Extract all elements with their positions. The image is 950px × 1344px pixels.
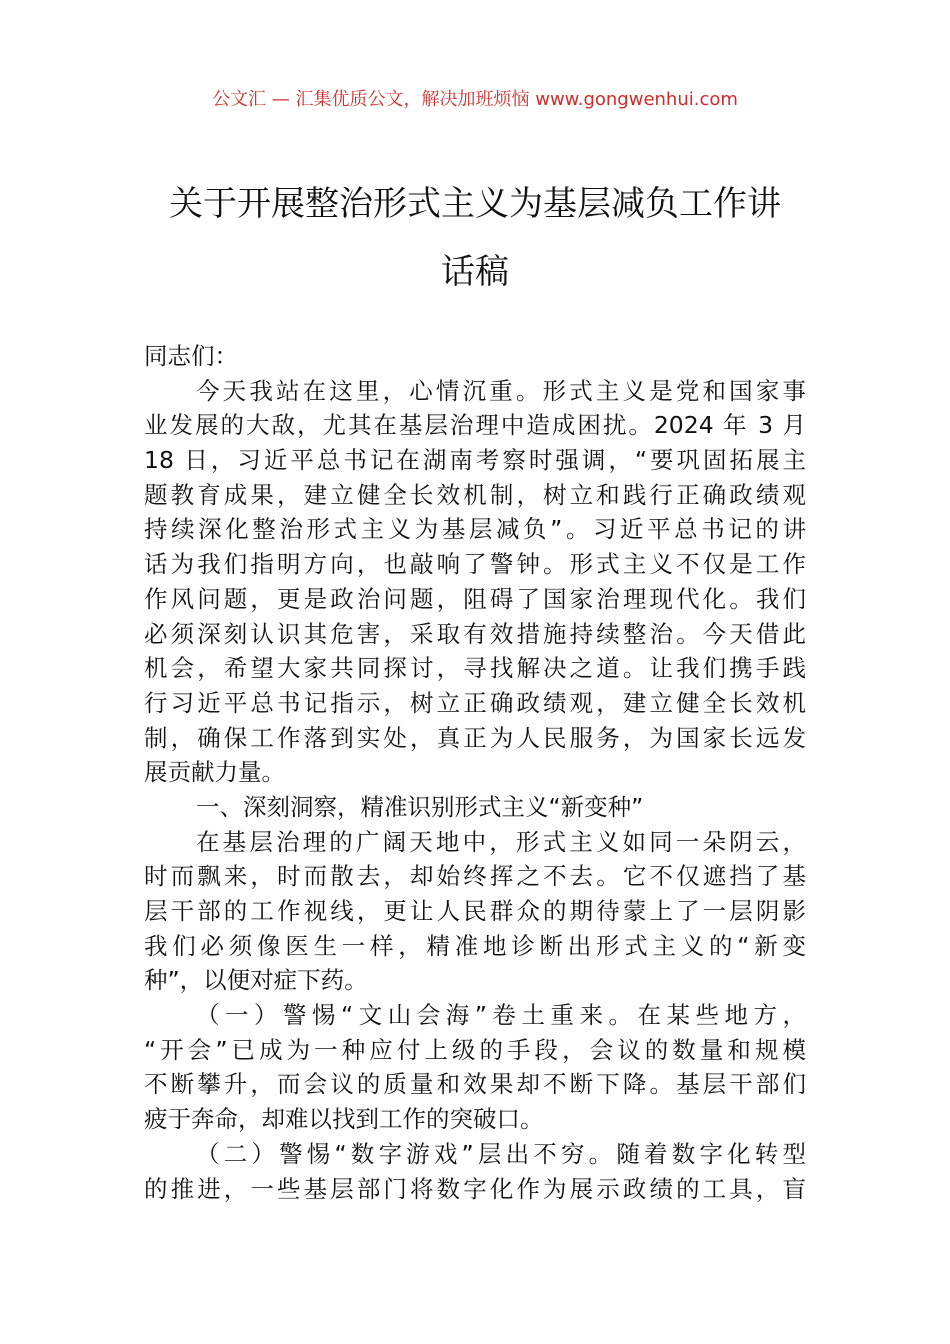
body-text-line: 作风问题，更是政治问题，阻碍了国家治理现代化。我们	[144, 584, 806, 613]
body-text-line: 在基层治理的广阔天地中，形式主义如同一朵阴云，	[196, 827, 806, 856]
body-text-line: （一）警惕“文山会海”卷土重来。在某些地方，	[196, 1001, 806, 1030]
body-text-line: 话为我们指明方向，也敲响了警钟。形式主义不仅是工作	[144, 550, 806, 579]
body-text-line: 种”，以便对症下药。	[144, 966, 368, 995]
body-text-line: 持续深化整治形式主义为基层减负”。习近平总书记的讲	[144, 515, 806, 544]
body-text-line: 必须深刻认识其危害，采取有效措施持续整治。今天借此	[144, 619, 806, 648]
body-text-line: “开会”已成为一种应付上级的手段，会议的数量和规模	[144, 1035, 806, 1064]
body-text-line: （二）警惕“数字游戏”层出不穷。随着数字化转型	[196, 1139, 806, 1168]
document-title-line-2: 话稿	[441, 252, 509, 292]
document-title-line-1: 关于开展整治形式主义为基层减负工作讲	[169, 184, 781, 224]
body-text-line: 机会，希望大家共同探讨，寻找解决之道。让我们携手践	[144, 654, 806, 683]
body-text-line: 我们必须像医生一样，精准地诊断出形式主义的“新变	[144, 931, 806, 960]
body-text-line: 不断攀升，而会议的质量和效果却不断下降。基层干部们	[144, 1070, 806, 1099]
body-text-line: 层干部的工作视线，更让人民群众的期待蒙上了一层阴影	[144, 897, 806, 925]
body-text-line: 的推进，一些基层部门将数字化作为展示政绩的工具，盲	[144, 1174, 806, 1203]
body-text-line: 制，确保工作落到实处，真正为人民服务，为国家长远发	[144, 723, 806, 752]
body-text-line: 疲于奔命，却难以找到工作的突破口。	[144, 1105, 544, 1134]
body-text-line: 时而飘来，时而散去，却始终挥之不去。它不仅遮挡了基	[144, 862, 806, 891]
body-text-line: 业发展的大敌，尤其在基层治理中造成困扰。2024 年 3 月	[144, 411, 806, 440]
document-body	[144, 339, 806, 1206]
body-text-line: 题教育成果，建立健全长效机制，树立和践行正确政绩观	[144, 480, 806, 509]
body-text-line: 行习近平总书记指示，树立正确政绩观，建立健全长效机	[144, 688, 806, 717]
body-text-line: 18 日，习近平总书记在湖南考察时强调，“要巩固拓展主	[144, 446, 806, 475]
body-text-line: 同志们：	[144, 342, 238, 370]
body-text-line: 今天我站在这里，心情沉重。形式主义是党和国家事	[196, 376, 806, 405]
site-header-banner: 公文汇 — 汇集优质公文，解决加班烦恼 www.gongwenhui.com	[212, 89, 738, 110]
body-text-line: 一、深刻洞察，精准识别形式主义“新变种”	[196, 792, 644, 821]
body-text-line: 展贡献力量。	[144, 758, 285, 787]
